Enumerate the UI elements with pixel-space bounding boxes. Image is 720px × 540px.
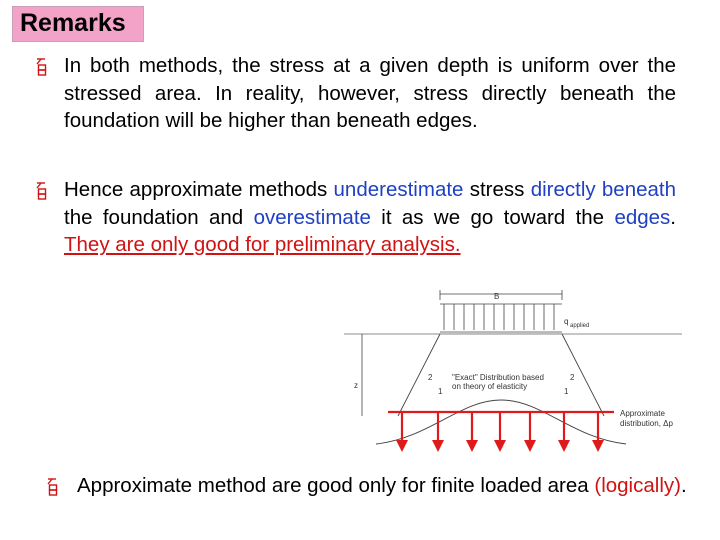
emphasis-edges: edges: [614, 205, 671, 229]
text-span: it as we go toward the: [370, 205, 615, 229]
emphasis-underestimate: underestimate: [333, 178, 464, 201]
slide-title: Remarks: [20, 9, 126, 37]
label-ratio-1-right: 1: [564, 387, 569, 396]
bullet-2-text: [64, 176, 676, 259]
bullet-symbol-icon: [44, 476, 62, 498]
text-span: Hence approximate methods: [64, 178, 334, 201]
bullet-symbol-icon: [33, 56, 51, 78]
label-approximate-line2: distribution, Δp: [620, 419, 673, 428]
label-ratio-2-left: 2: [428, 373, 433, 382]
emphasis-preliminary-analysis: They are only good for preliminary analysis.: [64, 233, 461, 256]
label-q-subscript: applied: [570, 323, 590, 329]
text-span: Approximate method are good only for finite loaded area: [77, 474, 595, 497]
applied-load-arrows: [440, 304, 562, 330]
emphasis-directly-beneath: directly beneath: [530, 178, 676, 201]
text-span: stress: [463, 178, 531, 201]
bullet-3-text: [77, 472, 687, 500]
bullet-symbol-icon: [33, 180, 51, 202]
label-approximate: Approximate: [620, 409, 665, 418]
bullet-1-text: In both methods, the stress at a given depth is uniform over the stressed area. In reality, however, stress directly beneath the foundation will be higher than beneath edges.: [64, 54, 676, 132]
spread-line-right: [562, 334, 604, 416]
stress-distribution-diagram: [340, 288, 686, 454]
label-b: B: [494, 292, 500, 301]
emphasis-logically: (logically): [594, 474, 681, 497]
label-exact-distribution: "Exact" Distribution based: [452, 373, 544, 382]
emphasis-overestimate: overestimate: [253, 205, 371, 229]
text-span: .: [670, 205, 676, 229]
label-q: q: [564, 317, 569, 326]
text-span: the foundation and: [64, 205, 254, 229]
label-ratio-2-right: 2: [570, 373, 575, 382]
approximate-distribution-arrowheads: [396, 440, 604, 452]
spread-line-left: [398, 334, 440, 416]
label-exact-distribution-line2: on theory of elasticity: [452, 382, 528, 391]
footing: [440, 331, 562, 334]
text-span: .: [680, 474, 687, 497]
label-ratio-1-left: 1: [438, 387, 443, 396]
label-z: z: [354, 381, 358, 390]
